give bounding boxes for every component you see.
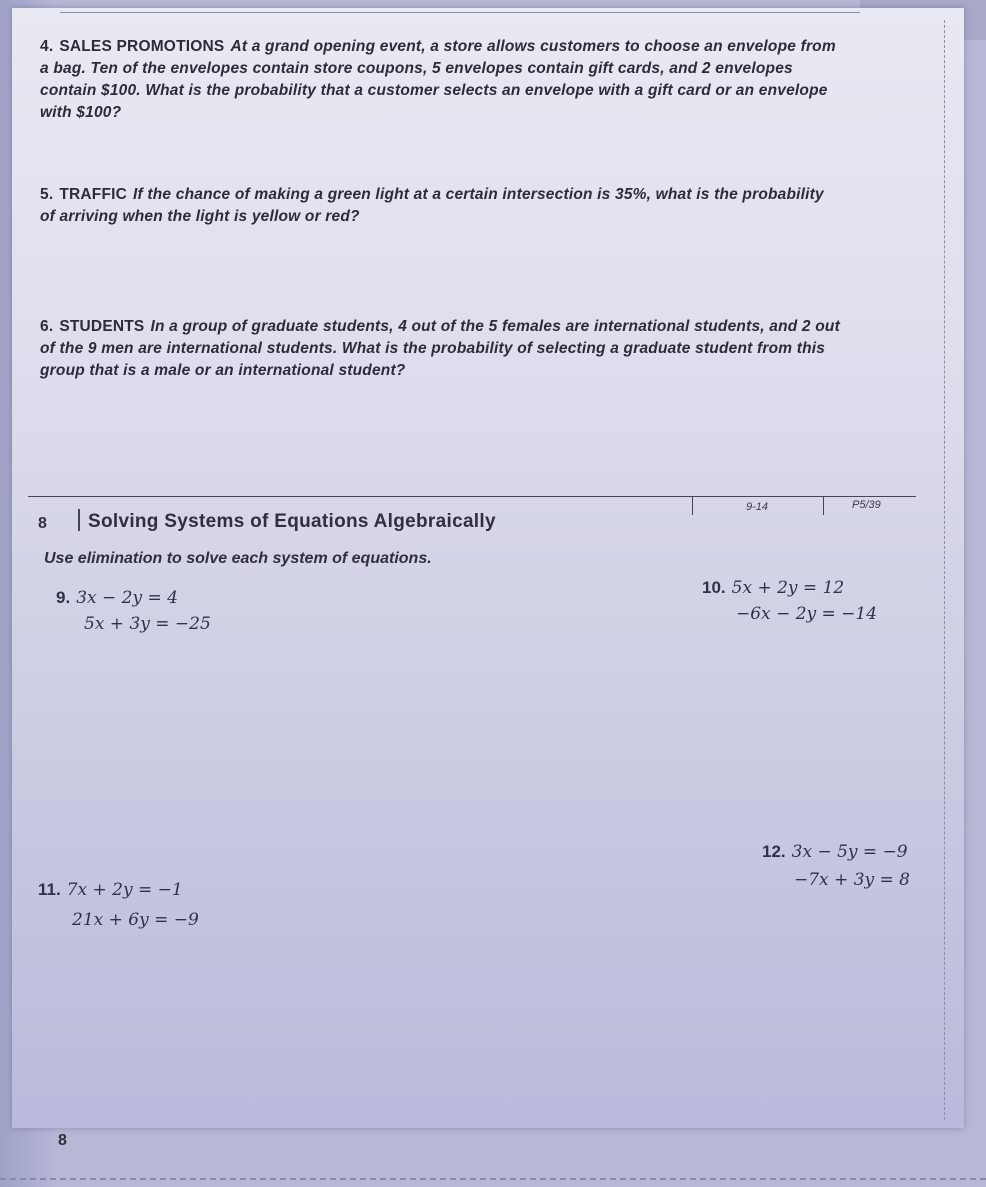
problem-label: TRAFFIC [59,186,128,203]
section-tick [823,497,824,515]
problem-number: 6. [40,318,54,335]
section-reference: P5/39 [852,499,881,511]
problem-text: At a grand opening event, a store allows customers to choose an envelope from a bag. Ten of the envelopes contain store coupons, 5 envelopes contain gift cards, and 2 envelopes contain $100. What is the probability that a customer selects an envelope with a gift card or an envelope with $100? [40,38,836,121]
problem-text: If the chance of making a green light at a certain intersection is 35%, what is the probability of arriving when the light is yellow or red? [40,186,824,225]
page-number: 8 [58,1132,67,1149]
exercise-number: 12. [762,842,786,861]
section-header [28,496,916,537]
bottom-dashed-edge [0,1178,986,1180]
problem-6 [40,316,852,382]
section-number: 8 [38,515,47,532]
exercise-number: 9. [56,588,71,607]
section-title: Solving Systems of Equations Algebraically [88,511,496,532]
exercise-10-eq2: −6x − 2y = −14 [736,604,878,624]
equation: 5x + 2y = 12 [731,578,845,598]
instructions: Use elimination to solve each system of equations. [44,550,432,567]
equation: 3x − 5y = −9 [791,842,908,862]
section-divider [78,509,80,531]
exercise-11-eq1 [38,880,183,900]
section-pages: 9-14 [746,501,769,513]
exercise-12-eq2: −7x + 3y = 8 [794,870,910,890]
exercise-number: 11. [38,880,61,899]
problem-number: 5. [40,186,54,203]
problem-number: 4. [40,38,54,55]
exercise-9-eq1 [56,588,178,608]
problem-text: In a group of graduate students, 4 out of the 5 females are international students, and 2 out of the 9 men are international students. What is the probability of selecting a graduate student from this group that is a male or an international student? [40,318,840,379]
equation: 7x + 2y = −1 [66,880,183,900]
problem-label: SALES PROMOTIONS [59,38,225,55]
worksheet-page [12,8,964,1128]
exercise-11-eq2: 21x + 6y = −9 [72,910,199,930]
top-rule [60,12,860,13]
problem-4 [40,36,840,124]
exercise-number: 10. [702,578,726,597]
exercise-12-eq1 [762,842,908,862]
problem-5 [40,184,840,228]
exercise-10-eq1 [702,578,844,598]
right-dashed-edge [944,20,945,1120]
exercise-9-eq2: 5x + 3y = −25 [84,614,211,634]
equation: 3x − 2y = 4 [76,588,178,608]
section-tick [692,497,693,515]
problem-label: STUDENTS [59,318,145,335]
